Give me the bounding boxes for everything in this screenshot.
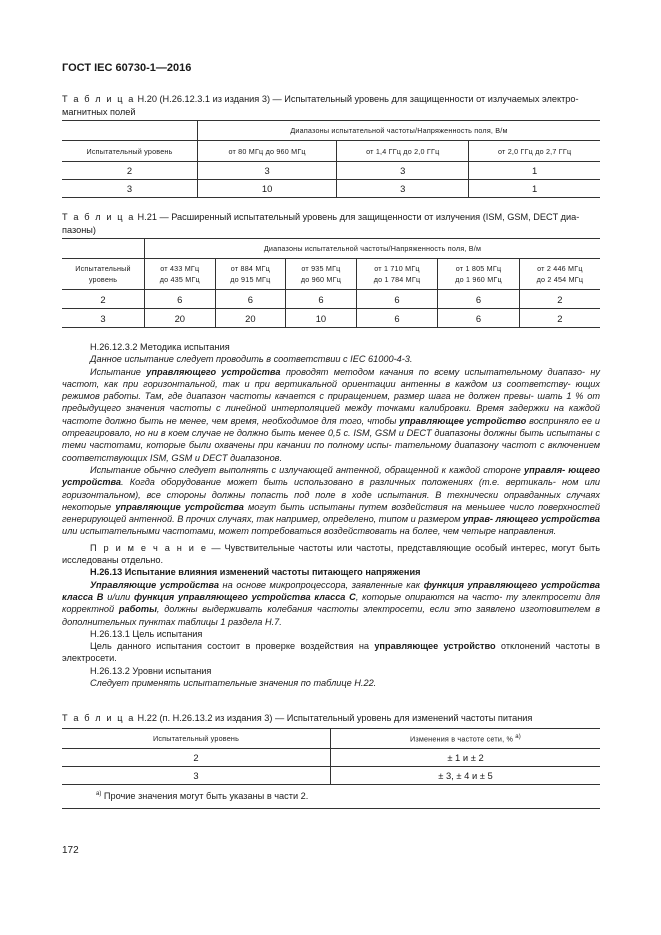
h21-cell: 2 bbox=[519, 309, 600, 328]
h20-col: от 2,0 ГГц до 2,7 ГГц bbox=[469, 141, 600, 162]
h21-cell: 6 bbox=[215, 290, 286, 309]
h20-cell: 3 bbox=[198, 162, 337, 180]
h21-cell: 20 bbox=[145, 309, 216, 328]
h21-cell: 2 bbox=[62, 290, 145, 309]
h21-group-header: Диапазоны испытательной частоты/Напряженность поля, В/м bbox=[145, 239, 601, 259]
paragraph bbox=[62, 579, 600, 628]
footnote-text: Прочие значения могут быть указаны в части 2. bbox=[101, 791, 309, 802]
caption-text: Н.22 (п. Н.26.13.2 из издания 3) — Испытательный уровень для изменений частоты питания bbox=[134, 713, 533, 723]
h21-col-line: от 2 446 МГц bbox=[537, 264, 583, 273]
text-run: восприняло ее и отреагировало, но ни в коем случае не должно быть менее 0,5 с. ISM, GSM и DECT диапазоны должны быть испытаны с теми частотами, которые были охвачены при качании по полному испы- тательному диапазону частот с включением соответствующих ISM, GSM и DECT диапазонов. bbox=[62, 415, 600, 463]
term: управляющее устройство bbox=[374, 641, 496, 652]
h21-row-header-line: Испытательный bbox=[75, 264, 131, 273]
term: управ- ляющего устройства bbox=[462, 514, 600, 525]
table-h22 bbox=[62, 728, 600, 809]
caption-text: Н.20 (Н.26.12.3.1 из издания 3) — Испытательный уровень для защищенности от излучаемых электро- bbox=[134, 94, 579, 104]
h22-col bbox=[331, 729, 601, 749]
h20-cell: 3 bbox=[337, 162, 469, 180]
text-run: , должны выдерживать колебания частоты электросети, если это заявлено изготовителем в дополнительных пунктах таблицы 1 раздела Н.7. bbox=[62, 604, 600, 627]
h21-cell: 6 bbox=[438, 290, 520, 309]
table-label: Т а б л и ц а bbox=[62, 212, 135, 222]
h21-cell: 6 bbox=[286, 290, 357, 309]
page-number: 172 bbox=[62, 845, 79, 856]
h22-cell: 2 bbox=[62, 749, 331, 767]
text-run: и/или bbox=[103, 591, 135, 602]
h21-col bbox=[286, 259, 357, 290]
h22-cell: ± 3, ± 4 и ± 5 bbox=[331, 767, 601, 785]
paragraph bbox=[62, 464, 600, 538]
h21-col-line: от 1 710 МГц bbox=[374, 264, 420, 273]
term: работы bbox=[118, 604, 157, 615]
section-title: Н.26.12.3.2 Методика испытания bbox=[90, 342, 230, 352]
h21-cell: 6 bbox=[438, 309, 520, 328]
footnote-marker: a) bbox=[515, 733, 522, 740]
h21-cell: 2 bbox=[519, 290, 600, 309]
text-run: Цель данного испытания состоит в проверке воздействия на bbox=[90, 641, 375, 652]
footnote-marker: a) bbox=[96, 791, 102, 798]
section-title: Н.26.13 Испытание влияния изменений частоты питающего напряжения bbox=[90, 567, 421, 578]
h21-col-line: до 435 МГц bbox=[159, 275, 200, 284]
term: управляющие устройства bbox=[115, 501, 244, 512]
table-h21-caption bbox=[62, 211, 602, 237]
term: функция управляющего устройства класса В bbox=[62, 579, 601, 602]
h21-col-line: от 935 МГц bbox=[301, 264, 341, 273]
h21-cell: 3 bbox=[62, 309, 145, 328]
h20-empty-corner bbox=[62, 121, 198, 141]
paragraph: Данное испытание следует проводить в соответствии с IEC 61000-4-3. bbox=[90, 354, 413, 365]
h22-col-text: Изменения в частоте сети, % bbox=[409, 734, 514, 744]
h20-col: от 80 МГц до 960 МГц bbox=[198, 141, 337, 162]
note bbox=[62, 542, 600, 567]
paragraph bbox=[62, 640, 600, 665]
text-run: могут быть испытаны путем воздействия на меньшее число поверхностей генерирующей антенной. В прочих случаях, так например, определено, типом и размером bbox=[62, 501, 600, 525]
h21-cell: 6 bbox=[145, 290, 216, 309]
h21-col bbox=[519, 259, 600, 290]
h22-cell: ± 1 и ± 2 bbox=[331, 749, 601, 767]
caption-text-cont: пазоны) bbox=[62, 225, 96, 235]
h22-cell: 3 bbox=[62, 767, 331, 785]
text-run: Испытание обычно следует выполнять с излучающей антенной, обращенной к каждой стороне bbox=[90, 464, 525, 475]
table-h20-caption bbox=[62, 93, 602, 119]
h21-col-line: до 1 960 МГц bbox=[455, 275, 502, 284]
table-h20 bbox=[62, 120, 600, 198]
text-run: на основе микропроцессора, заявленные как bbox=[218, 579, 424, 590]
body-text bbox=[62, 341, 600, 689]
h21-col-line: от 433 МГц bbox=[160, 264, 200, 273]
h20-cell: 2 bbox=[62, 162, 198, 180]
paragraph: Следует применять испытательные значения по таблице Н.22. bbox=[90, 678, 377, 689]
h21-empty-corner bbox=[62, 239, 145, 259]
table-label: Т а б л и ц а bbox=[62, 94, 135, 104]
text-run: проводят методом качания по всему испытательному диапазо- ну частот, как при горизонтальной, так и при вертикальной ориентации антенны в каждом из соответству- ющих режимов работы. Там, где диапазон частоты качается с приращением, размер шага не должен превы- шать 1 % от предыдущего значения частоты с линейной интерполяцией между точками калибровки. Время задержки на каждой частоте должно быть не менее, чем время, необходимое для того, чтобы bbox=[62, 366, 600, 426]
h21-cell: 6 bbox=[356, 290, 438, 309]
h21-col-line: до 960 МГц bbox=[300, 275, 342, 284]
text-run: . Когда оборудование может быть использовано в различных положениях (т.е. вертикаль- ном или горизонтальном), все стороны должны попасть под поле в ходе испытания. В технически оправданных случаях некоторые bbox=[62, 477, 600, 512]
caption-text-cont: магнитных полей bbox=[62, 107, 136, 117]
h21-col-line: от 884 МГц bbox=[230, 264, 270, 273]
h20-group-header: Диапазоны испытательной частоты/Напряженность поля, В/м bbox=[198, 121, 601, 141]
h21-col bbox=[145, 259, 216, 290]
h20-cell: 1 bbox=[469, 162, 600, 180]
table-h21 bbox=[62, 238, 600, 328]
h21-col bbox=[356, 259, 438, 290]
h20-cell: 3 bbox=[62, 180, 198, 198]
section-title: Н.26.13.1 Цель испытания bbox=[90, 628, 203, 639]
h22-col: Испытательный уровень bbox=[62, 729, 331, 749]
h21-row-header-line: уровень bbox=[88, 275, 118, 284]
h21-row-header bbox=[62, 259, 145, 290]
h20-cell: 1 bbox=[469, 180, 600, 198]
text-run: отклонений частоты в электросети. bbox=[62, 641, 600, 664]
note-label: П р и м е ч а н и е bbox=[90, 542, 208, 553]
h21-cell: 10 bbox=[286, 309, 357, 328]
term: управляющего устройства bbox=[146, 366, 281, 377]
text-run: , которые опираются на часто- ту электросети для корректной bbox=[62, 591, 601, 615]
h21-col-line: до 1 784 МГц bbox=[373, 275, 421, 284]
h20-cell: 3 bbox=[337, 180, 469, 198]
h20-cell: 10 bbox=[198, 180, 337, 198]
note-text: — Чувствительные частоты или частоты, представляющие особый интерес, могут быть исследованы отдельно. bbox=[62, 542, 600, 566]
term: управля- ющего устройства bbox=[62, 464, 600, 488]
text-run: Испытание bbox=[90, 366, 147, 377]
h21-col-line: от 1 805 МГц bbox=[455, 264, 502, 273]
section-title: Н.26.13.2 Уровни испытания bbox=[90, 665, 212, 676]
paragraph bbox=[62, 366, 600, 464]
h20-row-header: Испытательный уровень bbox=[62, 141, 198, 162]
h21-col bbox=[438, 259, 520, 290]
caption-text: Н.21 — Расширенный испытательный уровень для защищенности от излучения (ISM, GSM, DECT диа- bbox=[134, 212, 580, 222]
h21-cell: 6 bbox=[356, 309, 438, 328]
h22-footnote bbox=[62, 785, 600, 809]
h21-col bbox=[215, 259, 286, 290]
term: управляющее устройство bbox=[399, 415, 527, 426]
term: функция управляющего устройства класса С bbox=[134, 591, 356, 602]
h21-col-line: до 915 МГц bbox=[230, 275, 271, 284]
term: Управляющие устройства bbox=[90, 579, 219, 590]
h20-col: от 1,4 ГГц до 2,0 ГГц bbox=[337, 141, 469, 162]
h21-cell: 20 bbox=[215, 309, 286, 328]
table-label: Т а б л и ц а bbox=[62, 713, 135, 723]
h21-col-line: до 2 454 МГц bbox=[536, 275, 584, 284]
document-header: ГОСТ IEC 60730-1—2016 bbox=[62, 62, 192, 74]
table-h22-caption bbox=[62, 712, 602, 725]
text-run: или испытательными частотами, может потребоваться воздействовать на более, чем четыре направления. bbox=[62, 526, 557, 537]
